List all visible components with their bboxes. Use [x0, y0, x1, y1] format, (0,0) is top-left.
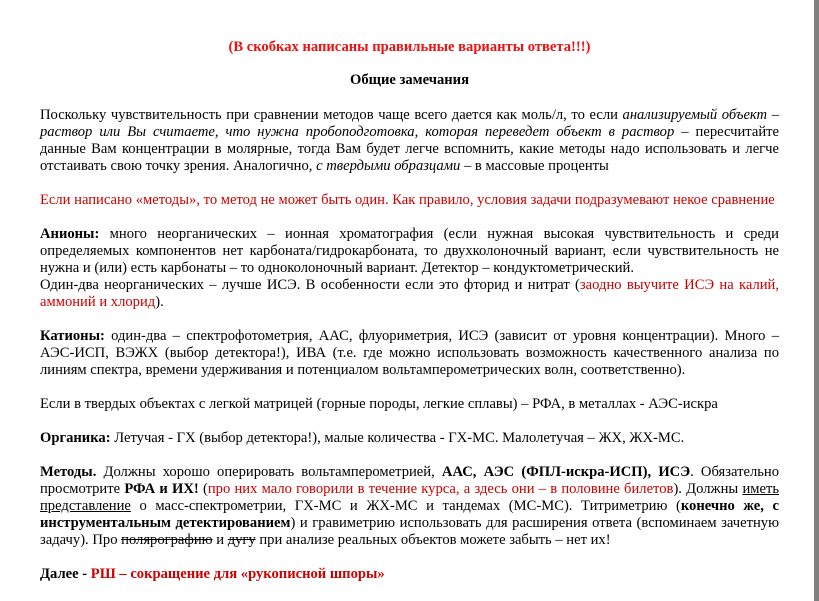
intro-paragraph	[40, 107, 779, 175]
methods-bold-1: ААС, АЭС (ФПЛ-искра-ИСП), ИСЭ	[441, 464, 691, 480]
methods-underline: иметь представление	[40, 481, 779, 514]
intro-text-2: – пересчитайте данные Вам концентрации в молярные, тогда Вам будет легче вспомнить, какие методы надо использовать и легче отстаивать свою точку зрения. Аналогично,	[40, 124, 779, 174]
intro-italic-2: с твердыми образцами	[316, 158, 461, 174]
page-edge-divider	[814, 0, 819, 601]
methods-text-7: и	[212, 532, 228, 548]
document-page	[40, 38, 779, 583]
methods-bold-2: РФА и ИХ!	[124, 481, 199, 497]
methods-note: Если написано «методы», то метод не может быть один. Как правило, условия задачи подразумевают некое сравнение	[40, 192, 775, 208]
methods-text-2: . Обязательно просмотрите	[40, 464, 780, 497]
cations-label: Катионы:	[40, 328, 105, 344]
anions-end: ).	[155, 294, 164, 310]
anions-second-line	[40, 277, 779, 311]
blank-line	[40, 209, 779, 226]
cations-paragraph	[40, 328, 779, 379]
methods-strike-2: дугу	[227, 532, 256, 548]
intro-text-3: – в массовые проценты	[460, 158, 609, 174]
solids-paragraph: Если в твердых объектах с легкой матрицей (горные породы, легкие сплавы) – РФА, в металлах - АЭС-искра	[40, 396, 718, 412]
cations-text: один-два – спектрофотометрия, ААС, флуориметрия, ИСЭ (зависит от уровня концентрации). Много – АЭС-ИСП, ВЭЖХ (выбор детектора!), ИВА (т.е. где можно использовать возможность качественного анализа по линиям спектра, времени удерживания и потенциалом вольтамперометрических волн, соответственно).	[40, 328, 779, 378]
anions-label: Анионы:	[40, 226, 100, 242]
anions-text: много неорганических – ионная хроматография (если нужная высокая чувствительность и среди определяемых компонентов нет карбоната/гидрокарбоната, то двухколоночный вариант, если чувствительность не нужна и (или) есть карбонаты – то одноколоночный вариант. Детектор – кондуктометрический.	[40, 226, 779, 276]
methods-text-5: о масс-спектрометрии, ГХ-МС и ЖХ-МС и тандемах (МС-МС). Титриметрию (	[130, 498, 681, 514]
section-heading: Общие замечания	[350, 72, 469, 88]
further-red-note: РШ – сокращение для «рукописной шпоры»	[90, 566, 385, 582]
organics-label: Органика:	[40, 430, 111, 446]
blank-line	[40, 311, 779, 328]
methods-text-8: при анализе реальных объектов можете забыть – нет их!	[255, 532, 611, 548]
further-paragraph	[40, 566, 779, 583]
organics-text: Летучая - ГХ (выбор детектора!), малые количества - ГХ-МС. Малолетучая – ЖХ, ЖХ-МС.	[110, 430, 685, 446]
methods-strike-1: полярографию	[121, 532, 213, 548]
blank-line	[40, 379, 779, 396]
further-dash: -	[78, 566, 91, 582]
methods-text-3: (	[198, 481, 208, 497]
anions-red-note: заодно выучите ИСЭ на калий, аммоний и хлорид	[40, 277, 779, 310]
methods-text-6: ) и гравиметрию использовать для расширения ответа (вспоминаем зачетную задачу). Про	[40, 515, 779, 548]
methods-text-4: ). Должны	[673, 481, 743, 497]
methods-paragraph	[40, 464, 779, 549]
methods-text-1: Должны хорошо оперировать вольтамперометрией,	[96, 464, 442, 480]
blank-line	[40, 175, 779, 192]
blank-line	[40, 447, 779, 464]
anions-paragraph	[40, 226, 779, 277]
blank-line	[40, 90, 779, 107]
organics-paragraph	[40, 430, 779, 447]
blank-line	[40, 413, 779, 430]
blank-line	[40, 549, 779, 566]
methods-label: Методы.	[40, 464, 97, 480]
intro-text-1: Поскольку чувствительность при сравнении методов чаще всего дается как моль/л, то если	[40, 107, 623, 123]
methods-red-note: про них мало говорили в течение курса, а здесь они – в половине билетов	[207, 481, 674, 497]
further-label: Далее	[40, 566, 79, 582]
document-title: (В скобках написаны правильные варианты ответа!!!)	[228, 39, 591, 55]
methods-bold-3: конечно же, с инструментальным детектированием	[40, 498, 779, 531]
intro-italic-1: анализируемый объект – раствор или Вы считаете, что нужна пробоподготовка, которая переведет объект в раствор	[40, 107, 779, 140]
anions-line2: Один-два неорганических – лучше ИСЭ. В особенности если это фторид и нитрат (	[40, 277, 580, 293]
